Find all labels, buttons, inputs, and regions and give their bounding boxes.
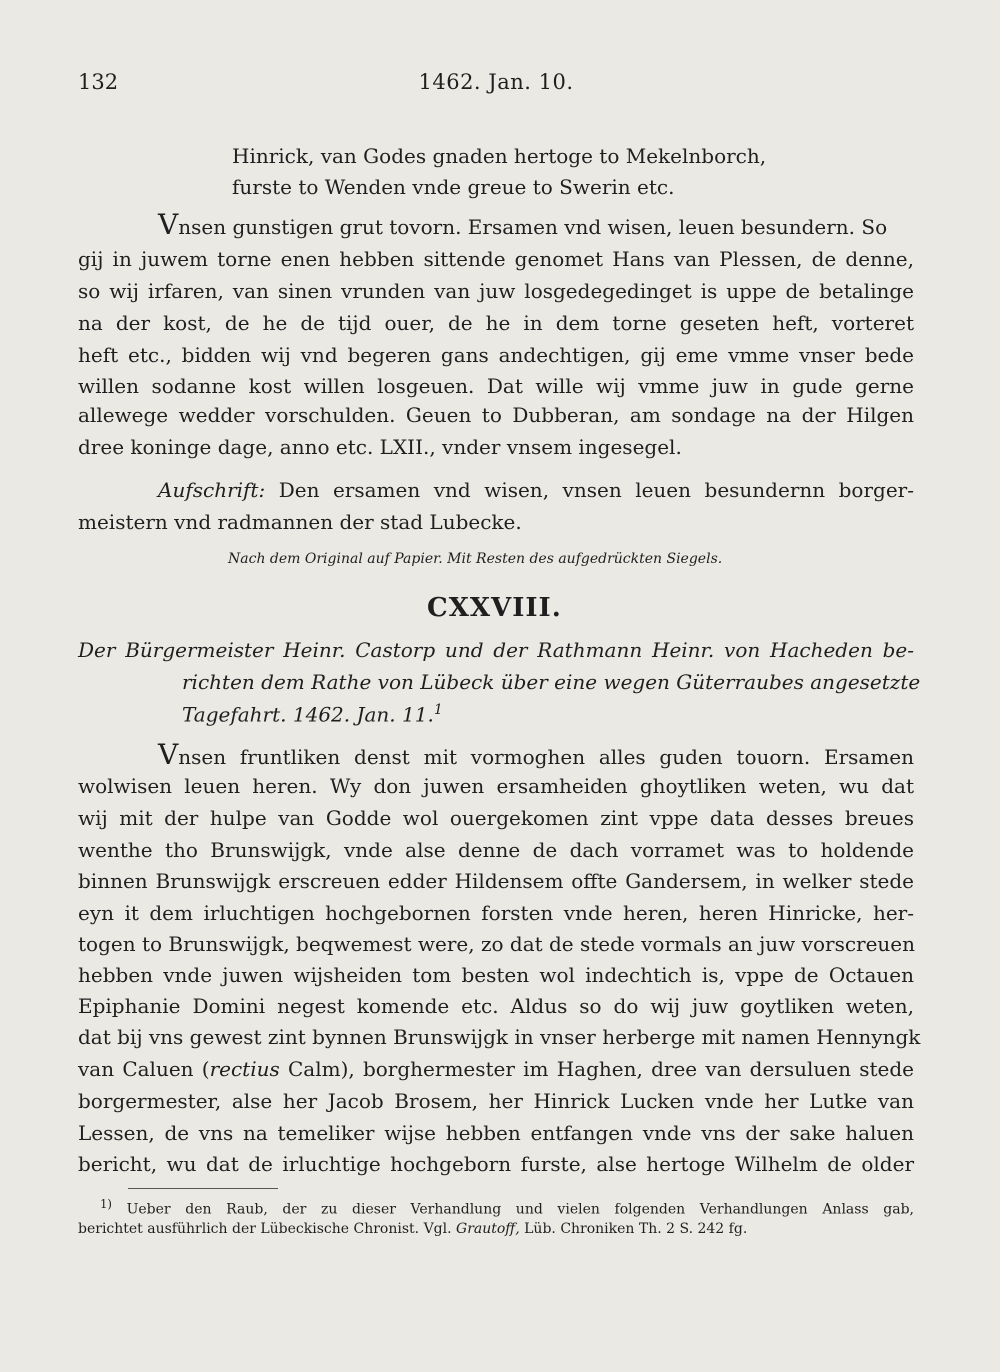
body-line: binnen Brunswijgk erscreuen edder Hildensem offte Gandersem, in welker stede: [78, 869, 914, 893]
body-line: willen sodanne kost willen losgeuen. Dat wille wij vmme juw in gude gerne: [78, 374, 914, 398]
address-line: Hinrick, van Godes gnaden hertoge to Mekelnborch,: [232, 144, 767, 168]
body-line: gij in juwem torne enen hebben sittende genomet Hans van Plessen, de denne,: [78, 247, 914, 271]
aufschrift-line: meistern vnd radmannen der stad Lubecke.: [78, 510, 522, 534]
body-line: borgermester, alse her Jacob Brosem, her Hinrick Lucken vnde her Lutke van: [78, 1089, 914, 1113]
body-line: dat bij vns gewest zint bynnen Brunswijgk in vnser herberge mit namen Hennyngk: [78, 1025, 921, 1049]
body-line: so wij irfaren, van sinen vrunden van juw losgedegedinget is uppe de betalinge: [78, 279, 914, 303]
body-line: wenthe tho Brunswijgk, vnde alse denne de dach vorramet was to holdende: [78, 838, 914, 862]
document-heading: Tagefahrt. 1462. Jan. 11.$^1$: [182, 702, 443, 727]
body-line: wolwisen leuen heren. Wy don juwen ersamheiden ghoytliken weten, wu dat: [78, 774, 914, 798]
document-heading: richten dem Rathe von Lübeck über eine wegen Güterraubes angesetzte: [182, 670, 921, 694]
body-line: bericht, wu dat de irluchtige hochgeborn furste, alse hertoge Wilhelm de older: [78, 1152, 914, 1176]
body-line: eyn it dem irluchtigen hochgebornen forsten vnde heren, heren Hinricke, her-: [78, 901, 914, 925]
footnote-line: $^{1)}$ Ueber den Raub, der zu dieser Verhandlung und vielen folgenden Verhandlungen Anlass gab,: [100, 1197, 914, 1218]
document-heading: Der Bürgermeister Heinr. Castorp und der Rathmann Heinr. von Hacheden be-: [78, 638, 914, 662]
document-number: CXXVIII.: [427, 593, 562, 623]
address-line: furste to Wenden vnde greue to Swerin etc.: [232, 175, 675, 199]
running-head: 1462. Jan. 10.: [418, 70, 574, 94]
body-line: na der kost, de he de tijd ouer, de he in dem torne geseten heft, vorteret: [78, 311, 914, 335]
page-number: 132: [78, 70, 119, 94]
letter-opening: Vnsen fruntliken denst mit vormoghen alles guden touorn. Ersamen: [158, 738, 914, 771]
footnote-mark: 1): [100, 1197, 112, 1211]
aufschrift-line: Aufschrift: Den ersamen vnd wisen, vnsen leuen besundernn borger-: [158, 478, 914, 502]
initial-letter: V: [158, 738, 179, 771]
aufschrift-label: Aufschrift:: [158, 478, 266, 502]
footnote-line: berichtet ausführlich der Lübeckische Chronist. Vgl. Grautoff, Lüb. Chroniken Th. 2 S. 242 fg.: [78, 1221, 748, 1237]
source-note: Nach dem Original auf Papier. Mit Resten des aufgedrückten Siegels.: [228, 551, 723, 567]
body-line: hebben vnde juwen wijsheiden tom besten wol indechtich is, vppe de Octauen: [78, 963, 914, 987]
body-line: nsen gunstigen grut tovorn. Ersamen vnd wisen, leuen besundern. So: [178, 215, 888, 239]
body-line: allewege wedder vorschulden. Geuen to Dubberan, am sondage na der Hilgen: [78, 403, 914, 427]
body-line: togen to Brunswijgk, beqwemest were, zo dat de stede vormals an juw vorscreuen: [78, 932, 916, 956]
body-line: Lessen, de vns na temeliker wijse hebben entfangen vnde vns der sake haluen: [78, 1121, 914, 1145]
initial-letter: V: [158, 208, 179, 241]
body-line: heft etc., bidden wij vnd begeren gans andechtigen, gij eme vmme vnser bede: [78, 343, 914, 367]
body-line: wij mit der hulpe van Godde wol ouergekomen zint vppe data desses breues: [78, 806, 914, 830]
footnote-reference: 1: [433, 702, 443, 718]
footnote-rule: [128, 1188, 278, 1189]
letter-opening: [158, 208, 888, 241]
body-line: Epiphanie Domini negest komende etc. Aldus so do wij juw goytliken weten,: [78, 994, 914, 1018]
page-header: [78, 70, 914, 106]
body-line: van Caluen (rectius Calm), borghermester im Haghen, dree van dersuluen stede: [78, 1057, 915, 1081]
body-line: dree koninge dage, anno etc. LXII., vnder vnsem ingesegel.: [78, 435, 682, 459]
